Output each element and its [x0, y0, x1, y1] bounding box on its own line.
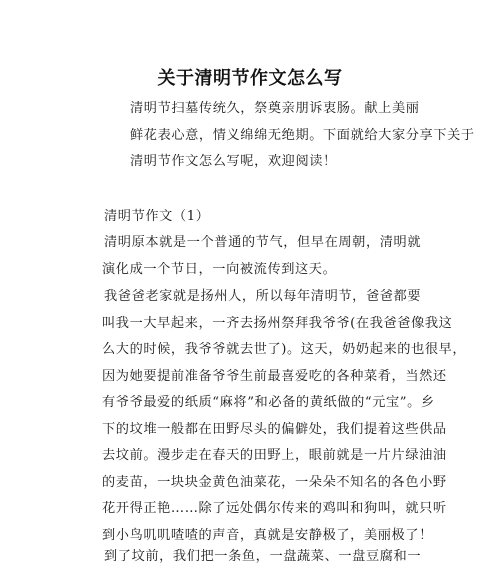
intro-line: 鲜花表心意，情义绵绵无绝期。下面就给大家分享下关于	[130, 127, 475, 143]
paragraph-line: 演化成一个节日，一向被流传到这天。	[102, 261, 337, 277]
intro-line: 清明节作文怎么写呢，欢迎阅读！	[130, 154, 337, 169]
paragraph-line: 叫我一大早起来，一齐去扬州祭拜我爷爷(在我爸爸像我这	[102, 315, 453, 331]
paragraph-line: 到小鸟叽叽喳喳的声音，真就是安静极了，美丽极了！	[102, 527, 433, 543]
paragraph-1	[104, 230, 430, 283]
paragraph-line: 到了坟前，我们把一条鱼，一盘蔬菜、一盘豆腐和一	[104, 549, 422, 564]
paragraph-line: 清明原本就是一个普通的节气，但早在周朝，清明就	[104, 235, 422, 250]
paragraph-3	[104, 544, 430, 571]
paragraph-2	[102, 284, 467, 549]
paragraph-line: 下的坟堆一般都在田野尽头的偏僻处，我们提着这些供品	[102, 421, 447, 437]
section-heading: 清明节作文（1）	[104, 209, 210, 224]
paragraph-line: 花开得正艳……除了远处偶尔传来的鸡叫和狗叫，就只听	[102, 501, 447, 516]
intro-line: 清明节扫墓传统久，祭奠亲朋诉衷肠。献上美丽	[130, 101, 420, 116]
paragraph-line: 我爸爸老家就是扬州人，所以每年清明节，爸爸都要	[104, 289, 422, 304]
paragraph-line: 有爷爷最爱的纸质“麻将”和必备的黄纸做的“元宝”。乡	[102, 395, 435, 410]
document-title: 关于清明节作文怎么写	[157, 68, 343, 89]
paragraph-line: 去坟前。漫步走在春天的田野上，眼前就是一片片绿油油	[102, 448, 447, 463]
paragraph-line: 么大的时候，我爷爷就去世了)。这天，奶奶起来的也很早，	[102, 342, 467, 357]
intro-paragraph	[104, 96, 475, 176]
paragraph-line: 因为她要提前准备爷爷生前最喜爱吃的各种菜肴，当然还	[102, 368, 447, 384]
paragraph-line: 的麦苗，一块块金黄色油菜花，一朵朵不知名的各色小野	[102, 474, 447, 490]
